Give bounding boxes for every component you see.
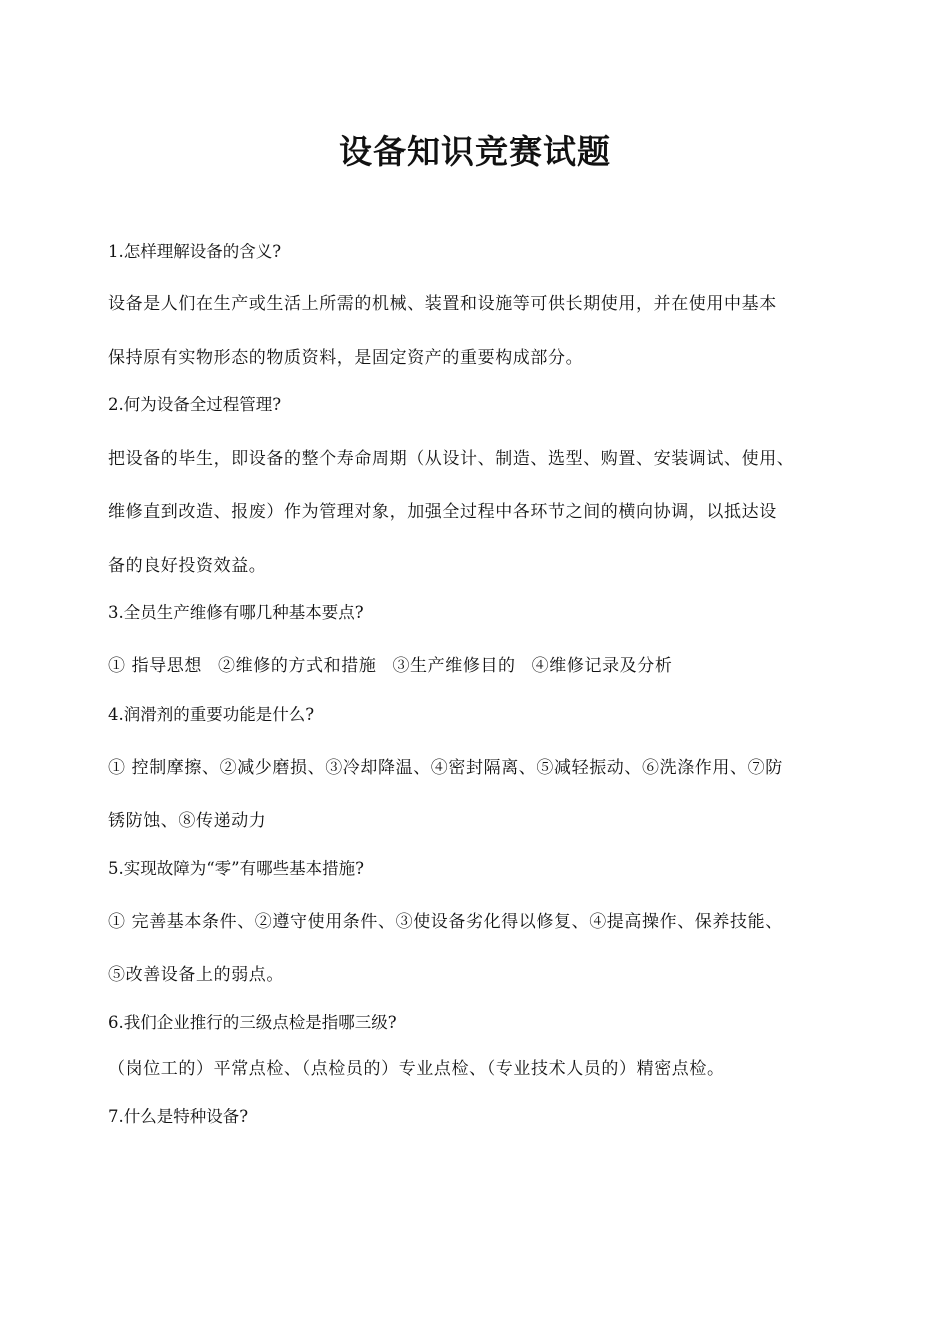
- answer-6: （岗位工的）平常点检、（点检员的）专业点检、（专业技术人员的）精密点检。: [108, 1059, 725, 1079]
- question-5: 5.实现故障为“零”有哪些基本措施?: [108, 859, 364, 878]
- answer-3-item-3: ③生产维修目的: [392, 656, 516, 676]
- answer-5-line-1: ① 完善基本条件、②遵守使用条件、③使设备劣化得以修复、④提高操作、保养技能、: [108, 912, 783, 932]
- question-4: 4.润滑剂的重要功能是什么?: [108, 705, 315, 724]
- answer-5-line-2: ⑤改善设备上的弱点。: [108, 965, 284, 985]
- answer-3-item-1: ① 指导思想: [108, 656, 203, 676]
- question-1: 1.怎样理解设备的含义?: [108, 242, 282, 261]
- answer-2-line-2: 维修直到改造、报废）作为管理对象，加强全过程中各环节之间的横向协调，以抵达设: [108, 502, 777, 522]
- answer-1-line-1: 设备是人们在生产或生活上所需的机械、装置和设施等可供长期使用，并在使用中基本: [108, 294, 777, 314]
- document-title: 设备知识竞赛试题: [339, 132, 611, 171]
- answer-3-item-4: ④维修记录及分析: [531, 656, 673, 676]
- question-7: 7.什么是特种设备?: [108, 1107, 249, 1126]
- question-6: 6.我们企业推行的三级点检是指哪三级?: [108, 1013, 397, 1032]
- answer-2-line-3: 备的良好投资效益。: [108, 556, 267, 576]
- question-2: 2.何为设备全过程管理?: [108, 395, 282, 414]
- answer-3: [108, 654, 848, 678]
- question-3: 3.全员生产维修有哪几种基本要点?: [108, 603, 364, 622]
- answer-2-line-1: 把设备的毕生，即设备的整个寿命周期（从设计、制造、选型、购置、安装调试、使用、: [108, 449, 795, 469]
- answer-4-line-1: ① 控制摩擦、②减少磨损、③冷却降温、④密封隔离、⑤减轻振动、⑥洗涤作用、⑦防: [108, 758, 783, 778]
- answer-1-line-2: 保持原有实物形态的物质资料，是固定资产的重要构成部分。: [108, 348, 584, 368]
- answer-3-item-2: ②维修的方式和措施: [218, 656, 377, 676]
- answer-4-line-2: 锈防蚀、⑧传递动力: [108, 811, 267, 831]
